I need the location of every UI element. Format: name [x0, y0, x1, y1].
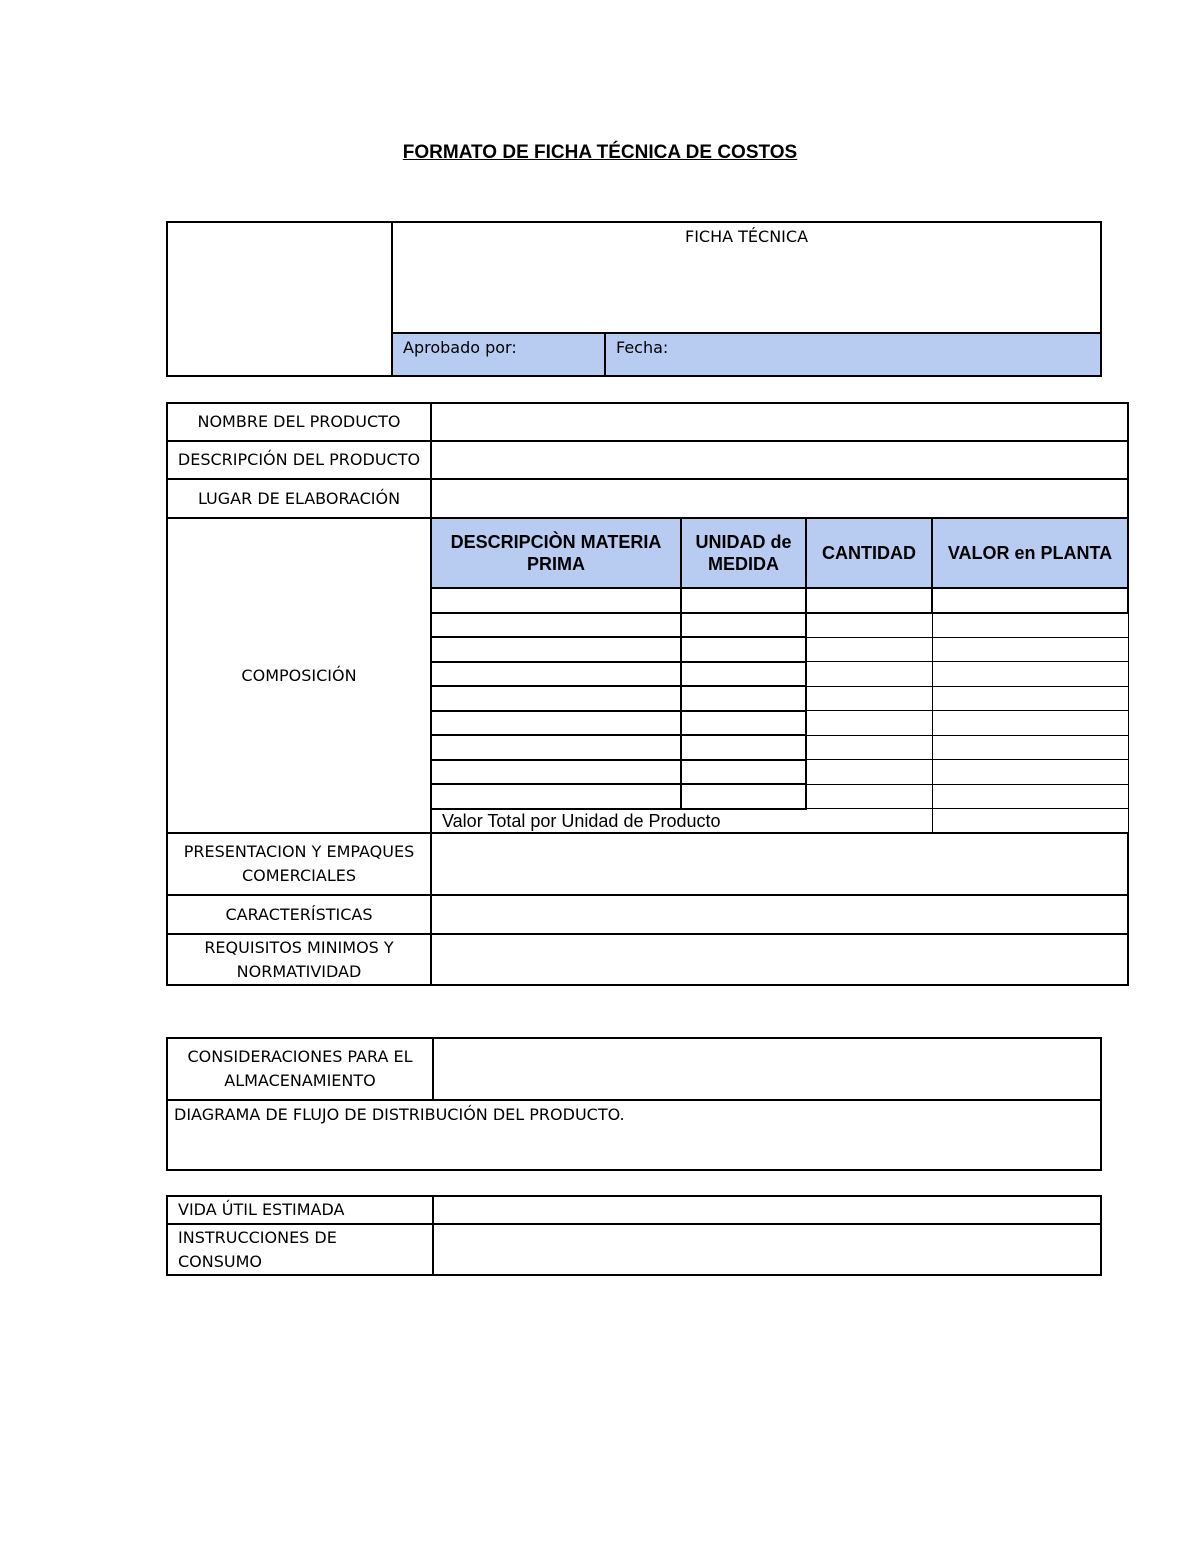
cantidad-cell[interactable]	[806, 760, 932, 785]
diagrama-cell[interactable]	[167, 1100, 1101, 1170]
caracteristicas-label: CARACTERÍSTICAS	[167, 895, 431, 934]
valor-cell[interactable]	[932, 711, 1128, 736]
col-materia-prima: DESCRIPCIÒN MATERIA PRIMA	[431, 518, 681, 588]
valor-cell[interactable]	[932, 784, 1128, 809]
requisitos-value[interactable]	[431, 934, 1128, 985]
cantidad-cell[interactable]	[806, 637, 932, 662]
valor-cell[interactable]	[932, 686, 1128, 711]
lugar-elaboracion-label: LUGAR DE ELABORACIÓN	[167, 479, 431, 518]
cantidad-cell[interactable]	[806, 735, 932, 760]
storage-table	[166, 1037, 1102, 1171]
presentacion-value[interactable]	[431, 833, 1128, 895]
valor-cell[interactable]	[932, 588, 1128, 613]
aprobado-por-label: Aprobado por:	[403, 338, 517, 357]
valor-total-label: Valor Total por Unidad de Producto	[431, 809, 932, 834]
cantidad-cell[interactable]	[806, 613, 932, 638]
consideraciones-label: CONSIDERACIONES PARA EL ALMACENAMIENTO	[167, 1038, 433, 1100]
materia-cell[interactable]	[431, 784, 681, 809]
valor-total-value[interactable]	[932, 809, 1128, 834]
cantidad-cell[interactable]	[806, 711, 932, 736]
product-table	[166, 402, 1129, 986]
header-table	[166, 221, 1102, 377]
unidad-cell[interactable]	[681, 637, 806, 662]
fecha-label: Fecha:	[616, 338, 669, 357]
ficha-tecnica-label: FICHA TÉCNICA	[685, 227, 809, 246]
lugar-elaboracion-value[interactable]	[431, 479, 1128, 518]
materia-cell[interactable]	[431, 588, 681, 613]
consideraciones-value[interactable]	[433, 1038, 1101, 1100]
vida-util-value[interactable]	[433, 1196, 1101, 1224]
valor-cell[interactable]	[932, 735, 1128, 760]
unidad-cell[interactable]	[681, 613, 806, 638]
requisitos-label: REQUISITOS MINIMOS Y NORMATIVIDAD	[167, 934, 431, 985]
descripcion-producto-label: DESCRIPCIÓN DEL PRODUCTO	[167, 441, 431, 479]
page-title: FORMATO DE FICHA TÉCNICA DE COSTOS	[402, 142, 798, 163]
vida-util-label: VIDA ÚTIL ESTIMADA	[167, 1196, 433, 1224]
cantidad-cell[interactable]	[806, 588, 932, 613]
aprobado-por-cell[interactable]	[392, 333, 605, 376]
col-cantidad: CANTIDAD	[806, 518, 932, 588]
valor-cell[interactable]	[932, 760, 1128, 785]
cantidad-cell[interactable]	[806, 662, 932, 687]
materia-cell[interactable]	[431, 637, 681, 662]
unidad-cell[interactable]	[681, 735, 806, 760]
cantidad-cell[interactable]	[806, 784, 932, 809]
nombre-producto-label: NOMBRE DEL PRODUCTO	[167, 403, 431, 441]
composicion-label: COMPOSICIÓN	[167, 518, 431, 833]
materia-cell[interactable]	[431, 735, 681, 760]
diagrama-label: DIAGRAMA DE FLUJO DE DISTRIBUCIÓN DEL PRODUCTO.	[174, 1105, 625, 1124]
materia-cell[interactable]	[431, 662, 681, 687]
materia-cell[interactable]	[431, 760, 681, 785]
instrucciones-value[interactable]	[433, 1224, 1101, 1275]
col-valor-planta: VALOR en PLANTA	[932, 518, 1128, 588]
instrucciones-label: INSTRUCCIONES DE CONSUMO	[167, 1224, 433, 1275]
unidad-cell[interactable]	[681, 588, 806, 613]
presentacion-label: PRESENTACION Y EMPAQUES COMERCIALES	[167, 833, 431, 895]
ficha-tecnica-cell	[392, 222, 1101, 333]
nombre-producto-value[interactable]	[431, 403, 1128, 441]
unidad-cell[interactable]	[681, 784, 806, 809]
col-unidad-medida: UNIDAD de MEDIDA	[681, 518, 806, 588]
logo-cell[interactable]	[167, 222, 392, 376]
caracteristicas-value[interactable]	[431, 895, 1128, 934]
unidad-cell[interactable]	[681, 686, 806, 711]
life-table	[166, 1195, 1102, 1276]
valor-cell[interactable]	[932, 613, 1128, 638]
materia-cell[interactable]	[431, 686, 681, 711]
valor-cell[interactable]	[932, 662, 1128, 687]
unidad-cell[interactable]	[681, 760, 806, 785]
descripcion-producto-value[interactable]	[431, 441, 1128, 479]
unidad-cell[interactable]	[681, 711, 806, 736]
materia-cell[interactable]	[431, 711, 681, 736]
unidad-cell[interactable]	[681, 662, 806, 687]
fecha-cell[interactable]	[605, 333, 1101, 376]
materia-cell[interactable]	[431, 613, 681, 638]
cantidad-cell[interactable]	[806, 686, 932, 711]
valor-cell[interactable]	[932, 637, 1128, 662]
